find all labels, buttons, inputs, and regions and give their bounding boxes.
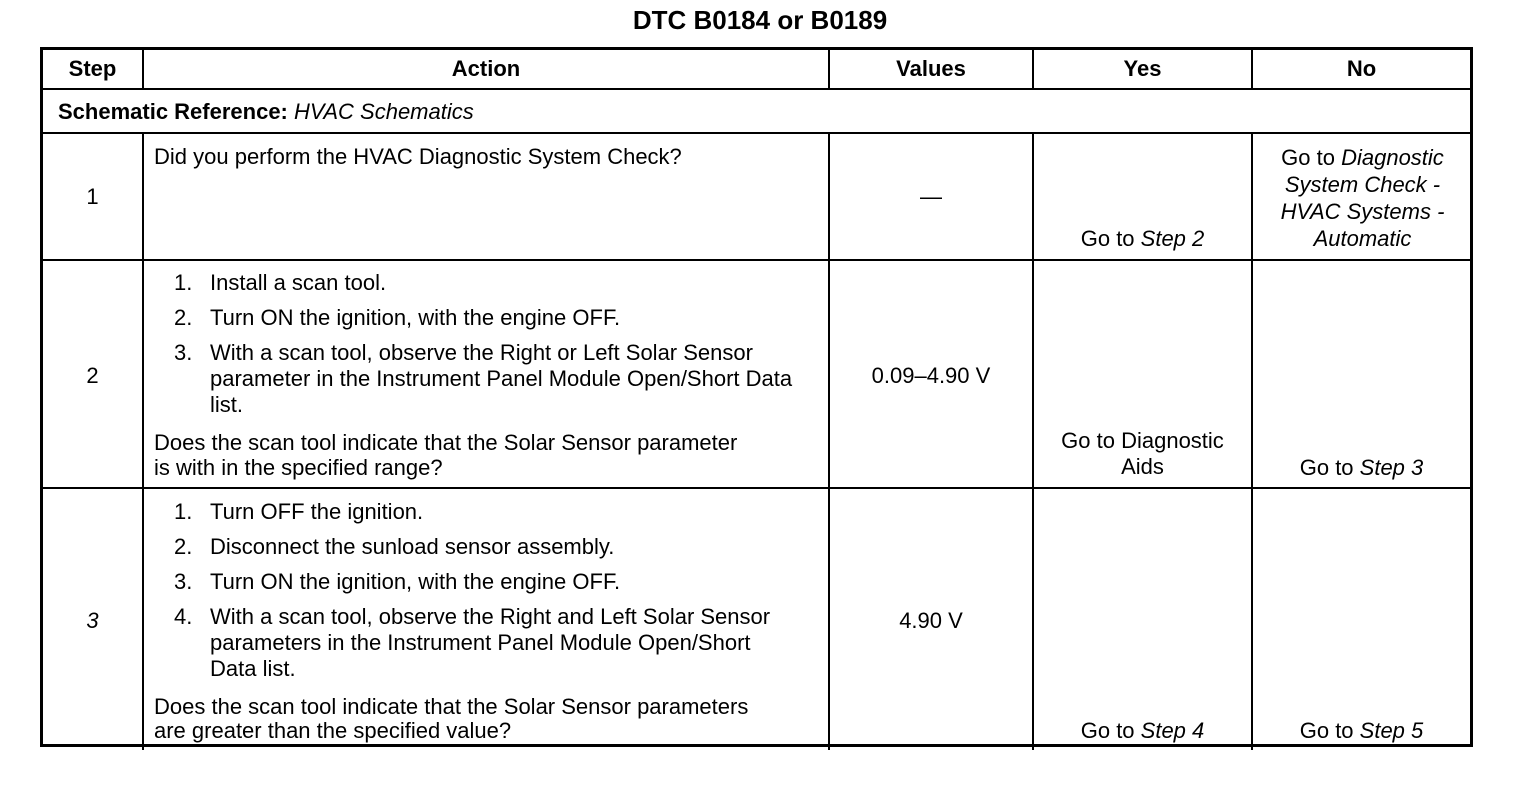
- no-prefix: Go to: [1281, 145, 1342, 170]
- action-cell: [154, 499, 794, 691]
- yes-result: [1034, 226, 1251, 252]
- header-yes: Yes: [1123, 56, 1162, 81]
- col-divider: [142, 134, 144, 750]
- list-item: 2. Disconnect the sunload sensor assembly.: [174, 534, 615, 559]
- header-values: Values: [896, 56, 966, 81]
- step-number: 2: [86, 363, 99, 388]
- row-divider: [43, 88, 1470, 90]
- row-divider: [43, 132, 1470, 134]
- schematic-value: HVAC Schematics: [294, 99, 474, 124]
- schematic-label: Schematic Reference:: [58, 99, 288, 124]
- list-item: 3. With a scan tool, observe the Right or Left Solar Sensor parameter in the Instrument Panel Module Open/Short Data list.: [174, 340, 793, 417]
- yes-result[interactable]: Go to Diagnostic Aids: [1061, 428, 1224, 479]
- action-question: Did you perform the HVAC Diagnostic System Check?: [154, 144, 682, 169]
- value-text: —: [920, 184, 942, 209]
- diagnostic-table: [40, 47, 1473, 747]
- value-text: 4.90 V: [899, 608, 963, 633]
- header-step: Step: [68, 56, 117, 81]
- list-item: 3. Turn ON the ignition, with the engine OFF.: [174, 569, 621, 594]
- yes-result: [1034, 718, 1251, 744]
- schematic-reference: [58, 99, 474, 125]
- no-prefix: Go to: [1299, 455, 1360, 480]
- list-item: 2. Turn ON the ignition, with the engine OFF.: [174, 305, 621, 330]
- col-divider: [828, 134, 830, 750]
- row-divider: [43, 259, 1470, 261]
- no-prefix: Go to: [1299, 718, 1360, 743]
- list-item: 1. Turn OFF the ignition.: [174, 499, 424, 524]
- no-link[interactable]: Step 3: [1359, 455, 1424, 480]
- no-link[interactable]: Step 5: [1359, 718, 1424, 743]
- no-result: [1259, 144, 1466, 252]
- col-divider: [1251, 134, 1253, 750]
- action-question: Does the scan tool indicate that the Solar Sensor parameter is with in the specified range?: [154, 430, 738, 480]
- action-question: Does the scan tool indicate that the Solar Sensor parameters are greater than the specified value?: [154, 694, 749, 743]
- no-result: [1253, 455, 1470, 481]
- yes-prefix: Go to: [1080, 226, 1141, 251]
- value-text: 0.09–4.90 V: [871, 363, 991, 388]
- header-action: Action: [451, 56, 521, 81]
- action-steps: [154, 270, 794, 418]
- action-cell: [154, 270, 794, 427]
- page-title: DTC B0184 or B0189: [632, 5, 888, 35]
- header-no: No: [1346, 56, 1377, 81]
- no-link[interactable]: Diagnostic System Check - HVAC Systems - Automatic: [1280, 145, 1445, 251]
- step-number: 3: [86, 608, 99, 633]
- row-divider: [43, 487, 1470, 489]
- action-steps: [154, 499, 794, 682]
- list-item: 1. Install a scan tool.: [174, 270, 387, 295]
- no-result: [1253, 718, 1470, 744]
- list-item: 4. With a scan tool, observe the Right and Left Solar Sensor parameters in the Instrument Panel Module Open/Short Data list.: [174, 604, 771, 681]
- step-number: 1: [86, 184, 99, 209]
- yes-link[interactable]: Step 2: [1140, 226, 1205, 251]
- yes-prefix: Go to: [1080, 718, 1141, 743]
- yes-link[interactable]: Step 4: [1140, 718, 1205, 743]
